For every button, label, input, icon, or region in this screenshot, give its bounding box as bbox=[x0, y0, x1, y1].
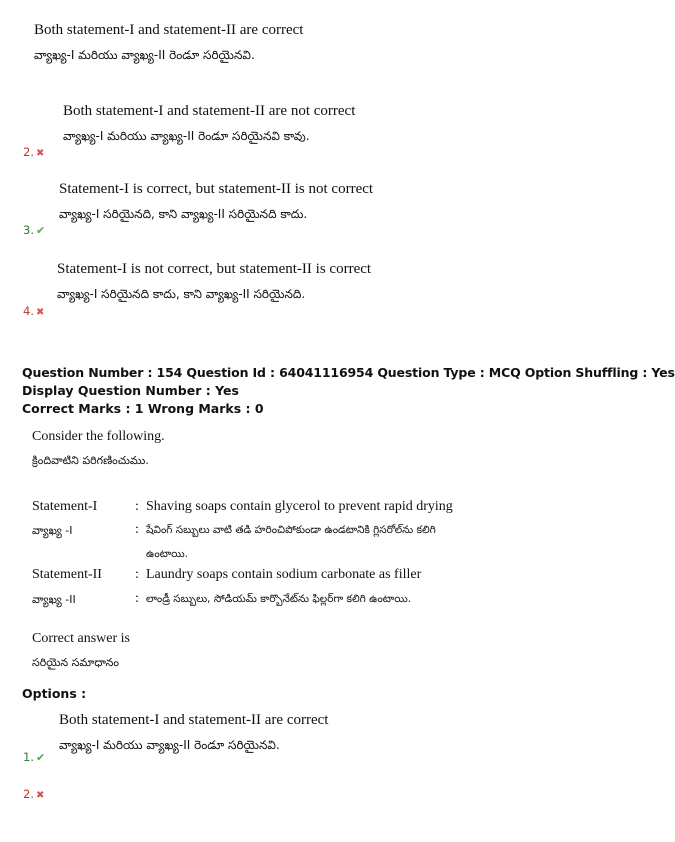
option-text-te: వ్యాఖ్య-I సరియైనది కాదు, కాని వ్యాఖ్య-II సరియైనది. bbox=[57, 287, 306, 301]
question-meta-line3: Correct Marks : 1 Wrong Marks : 0 bbox=[22, 401, 264, 416]
statement-label: Statement-II bbox=[32, 567, 102, 582]
option-number bbox=[23, 145, 44, 159]
statement-colon: : bbox=[135, 567, 139, 582]
option-number-label: 2. bbox=[23, 145, 34, 159]
statement-text-cont: ఉంటాయి. bbox=[146, 548, 189, 560]
option-text-te: వ్యాఖ్య-I మరియు వ్యాఖ్య-II రెండూ సరియైనవి. bbox=[59, 738, 280, 752]
option-text-en: Statement-I is not correct, but statement-II is correct bbox=[57, 261, 372, 277]
cross-icon: ✖ bbox=[35, 790, 45, 801]
statement-colon: : bbox=[135, 522, 139, 537]
statement-label: Statement-I bbox=[32, 499, 98, 514]
question-meta-line2: Display Question Number : Yes bbox=[22, 383, 239, 398]
option-number bbox=[23, 304, 44, 318]
option-number-label: 4. bbox=[23, 304, 34, 318]
option-text-te: వ్యాఖ్య-I మరియు వ్యాఖ్య-II రెండూ సరియైనవి కావు. bbox=[63, 129, 310, 143]
statement-label: వ్యాఖ్య -II bbox=[32, 593, 76, 606]
question-intro-te: క్రిందివాటిని పరిగణించుము. bbox=[32, 454, 149, 467]
statement-colon: : bbox=[135, 499, 139, 514]
option-text-te: వ్యాఖ్య-I మరియు వ్యాఖ్య-II రెండూ సరియైనవి. bbox=[34, 48, 255, 62]
statement-text: Shaving soaps contain glycerol to prevent rapid drying bbox=[146, 499, 453, 514]
option-number-label: 3. bbox=[23, 223, 34, 237]
option-number bbox=[23, 750, 45, 764]
statement-colon: : bbox=[135, 591, 139, 606]
statement-text: Laundry soaps contain sodium carbonate as filler bbox=[146, 567, 422, 582]
option-text-en: Both statement-I and statement-II are not correct bbox=[63, 103, 356, 119]
statement-text: షేవింగ్ సబ్బులు వాటి తడి హరించిపోకుండా ఉండటానికి గ్లిసరోల్‌ను కలిగి bbox=[146, 524, 436, 536]
option-number bbox=[23, 223, 45, 237]
cross-icon: ✖ bbox=[35, 307, 45, 318]
option-text-te: వ్యాఖ్య-I సరియైనది, కాని వ్యాఖ్య-II సరియైనది కాదు. bbox=[59, 207, 308, 221]
option-text-en: Both statement-I and statement-II are correct bbox=[34, 22, 304, 38]
option-text-en: Statement-I is correct, but statement-II is not correct bbox=[59, 181, 374, 197]
option-number-label: 2. bbox=[23, 787, 34, 801]
option-text-en: Both statement-I and statement-II are correct bbox=[59, 712, 329, 728]
check-icon: ✔ bbox=[35, 751, 46, 764]
answer-prompt-te: సరియైన సమాధానం bbox=[32, 656, 119, 669]
option-number-label: 1. bbox=[23, 750, 34, 764]
answer-prompt-en: Correct answer is bbox=[32, 631, 130, 646]
cross-icon: ✖ bbox=[35, 148, 45, 159]
option-number bbox=[23, 787, 44, 801]
question-intro-en: Consider the following. bbox=[32, 429, 165, 444]
question-meta-line1: Question Number : 154 Question Id : 64041116954 Question Type : MCQ Option Shuffling : Yes bbox=[22, 365, 675, 380]
check-icon: ✔ bbox=[35, 224, 46, 237]
statement-text: లాండ్రీ సబ్బులు, సోడియమ్ కార్బొనేట్‌ను ఫిల్లర్‌గా కలిగి ఉంటాయి. bbox=[146, 593, 412, 605]
options-heading: Options : bbox=[22, 686, 87, 701]
statement-label: వ్యాఖ్య -I bbox=[32, 524, 73, 537]
